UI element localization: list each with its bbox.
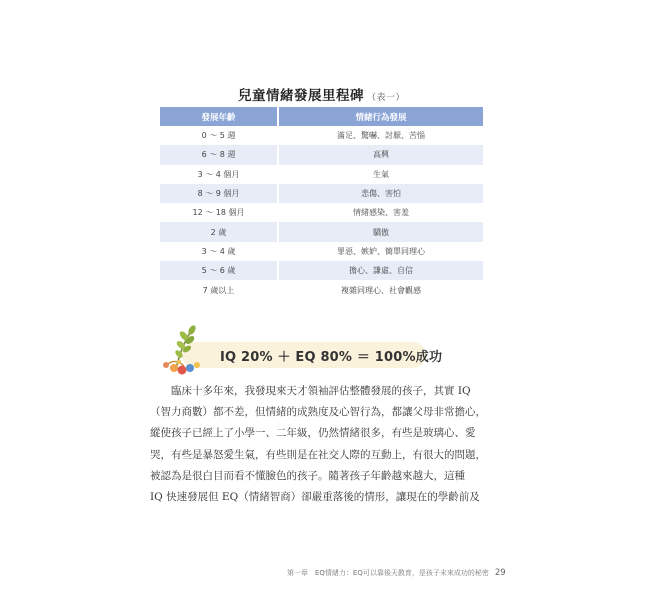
table-row [160,222,483,241]
cell-emotion: 罪惡、嫉妒、簡單同理心 [278,242,483,261]
page-number: 29 [494,568,506,578]
cell-age: 3 ～ 4 個月 [160,165,278,184]
cell-age: 2 歲 [160,222,278,241]
cell-age: 5 ～ 6 歲 [160,261,278,280]
cell-age: 6 ～ 8 週 [160,145,278,164]
body-line: 被認為是很白目而看不懂臉色的孩子。隨著孩子年齡越來越大，這種 [150,469,465,482]
page-footer [287,568,506,578]
body-line: 哭，有些是暴怒愛生氣，有些則是在社交人際的互動上，有很大的問題， [150,448,486,461]
cell-emotion: 悲傷、害怕 [278,184,483,203]
table-title [160,84,483,104]
cell-age: 3 ～ 4 歲 [160,242,278,261]
plant-illustration-icon [154,318,216,380]
table-row [160,165,483,184]
cell-age: 8 ～ 9 個月 [160,184,278,203]
table-row [160,126,483,145]
table-row [160,203,483,222]
cell-age: 0 ～ 5 週 [160,126,278,145]
body-line: 縱使孩子已經上了小學一、二年級，仍然情緒很多，有些是玻璃心、愛 [150,427,476,440]
cell-age: 12 ～ 18 個月 [160,203,278,222]
cell-emotion: 擔心、謙虛、自信 [278,261,483,280]
cell-emotion: 情緒感染、害羞 [278,203,483,222]
table-row [160,145,483,164]
body-line: （智力商數）都不差，但情緒的成熟度及心智行為，都讓父母非常擔心， [150,406,486,419]
table-title-text: 兒童情緒發展里程碑 [237,88,364,104]
table-row [160,261,483,280]
header-emotion: 情緒行為發展 [278,107,483,126]
body-line: 臨床十多年來，我發現來天才領袖評估整體發展的孩子，其實 IQ [171,385,471,397]
emotion-milestone-table [160,107,483,300]
table-subtitle: （表一） [366,93,405,103]
banner-text: IQ 20% ＋ EQ 80% ＝ 100%成功 [220,350,443,365]
cell-emotion: 滿足、驚嚇、討厭、苦惱 [278,126,483,145]
table-row [160,184,483,203]
cell-emotion: 生氣 [278,165,483,184]
table-row [160,280,483,299]
header-age: 發展年齡 [160,107,278,126]
body-line: IQ 快速發展但 EQ（情緒智商）卻嚴重落後的情形，讓現在的學齡前及 [150,491,480,504]
footer-chapter-text: 第一章 EQ情緒力：EQ可以靠後天教育，是孩子未來成功的秘密 [287,569,489,577]
table-header-row [160,107,483,126]
cell-age: 7 歲以上 [160,280,278,299]
table-row [160,242,483,261]
body-paragraph [150,381,500,508]
cell-emotion: 高興 [278,145,483,164]
cell-emotion: 驕傲 [278,222,483,241]
cell-emotion: 複雜同理心、社會觀感 [278,280,483,299]
